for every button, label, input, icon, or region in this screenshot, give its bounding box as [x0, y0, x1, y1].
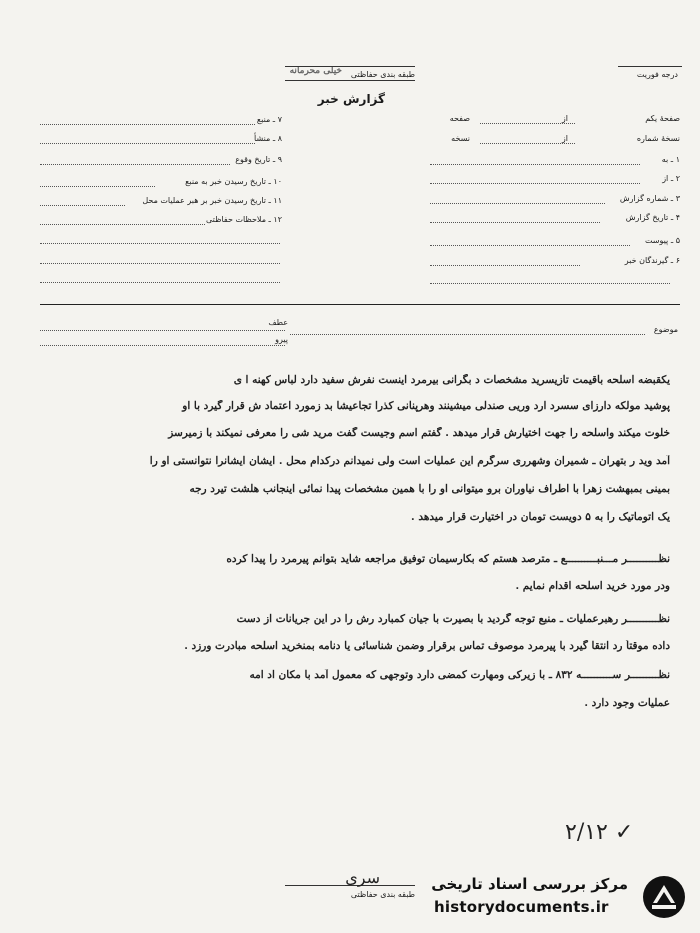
field-source-line — [40, 124, 255, 125]
field-recipients-line — [430, 265, 580, 266]
note-source: نظــــــــــر مـــنبــــــــــع ـ مترصد هستم که بکارسیمان توفیق مراجعه شاید بتوانم پیرمرد را پیدا کرده — [226, 553, 670, 565]
blank-line — [40, 263, 280, 264]
watermark — [428, 873, 688, 921]
body-line: خلوت میکند واسلحه را جهت اختیارش قرار میدهد . گفتم اسم وجیست گفت مرید شی را معرفی نمیکند با زمیرسز — [168, 427, 670, 439]
reference-atf: عطف — [268, 318, 288, 327]
blank-line — [40, 243, 280, 244]
body-line: یکقبضه اسلحه باقیمت تازیسرید مشخصات د بگرانی بیرمرد اینست نفرش سفید دارد لباس کهنه ا ی — [233, 374, 670, 386]
watermark-text-fa: مرکز بررسی اسناد تاریخی — [431, 875, 628, 893]
field-to: ۱ ـ به — [661, 155, 680, 164]
field-news-to-source-line — [40, 186, 155, 187]
field-news-to-leader-date: ۱۱ ـ تاریخ رسیدن خبر بر هبر عملیات محل — [142, 196, 282, 205]
subject-line — [290, 334, 645, 335]
watermark-text-en: historydocuments.ir — [434, 898, 609, 916]
field-page: صفحهٔ یکم — [645, 114, 680, 123]
field-copy: نسخهٔ شماره — [636, 134, 680, 143]
blank-line — [40, 282, 280, 283]
field-event-date: ۹ ـ تاریخ وقوع — [235, 155, 282, 164]
field-page-unit: صفحه — [449, 114, 470, 123]
field-from: ۲ ـ از — [662, 174, 680, 183]
field-report-date-line — [430, 222, 600, 223]
field-copy-line — [480, 143, 575, 144]
field-security-notes-line — [40, 224, 205, 225]
note-833: نظـــــــــر ســــــــــه ۸۳۲ ـ با زیرکی ومهارت کمضی دارد وتوجهی که معمول آمد با مکان اد امه — [249, 669, 670, 681]
note-leader-cont: داده موقتاً رد انتقا گیرد با پیرمرد موصوف تماس برقرار وضمن شناسائی یا دنامه بمنخرید اسلحه مبادرت ورزد . — [184, 640, 670, 652]
report-title: گزارش خبر — [317, 92, 385, 106]
classification-underline — [285, 66, 415, 67]
classification-value: خیلی محرمانه — [289, 66, 342, 76]
subject-label: موضوع — [653, 325, 678, 334]
field-attachment-line — [430, 245, 630, 246]
footer-classification-label: طبقه بندی حفاظتی — [350, 890, 415, 899]
field-copy-unit: نسخه — [451, 134, 470, 143]
classification-label: طبقه بندی حفاظتی — [350, 70, 415, 79]
footer-classification-value: سری — [345, 868, 380, 887]
field-report-number-line — [430, 203, 605, 204]
field-to-line — [430, 164, 640, 165]
field-report-number: ۳ ـ شماره گزارش — [619, 194, 680, 203]
body-line: یک اتوماتیک را به ۵ دویست تومان در اختیارت قرار میدهد . — [411, 511, 670, 523]
reference-peyro-line — [40, 345, 285, 346]
field-report-date: ۴ ـ تاریخ گزارش — [625, 213, 680, 222]
field-copy-of: از — [561, 134, 568, 143]
field-origin-line — [40, 143, 255, 144]
priority-underline — [618, 66, 682, 67]
note-833-cont: عملیات وجود دارد . — [584, 697, 670, 709]
note-source-cont: ودر مورد خرید اسلحه اقدام نمایم . — [515, 580, 670, 592]
body-line: بمینی بمبهشت زهرا با اطراف نیاوران برو میتوانی او را با همین مشخصات پیدا نمائی اینجانب هلشت تیرد رجه — [189, 483, 670, 495]
field-origin: ۸ ـ منشأ — [254, 134, 282, 143]
watermark-logo-icon — [640, 873, 688, 921]
field-event-date-line — [40, 164, 230, 165]
signature-mark: ۲/۱۲ ✓ — [565, 820, 634, 845]
body-line: آمد وید ر بتهران ـ شمیران وشهرری سرگرم این عملیات است ولی نمیدانم درکدام محل . ایشان ایشانرا نتوانستی او را — [149, 455, 670, 467]
priority-label: درجه فوریت — [636, 70, 678, 79]
field-security-notes: ۱۲ ـ ملاحظات حفاظتی — [206, 215, 282, 224]
field-news-to-source-date: ۱۰ ـ تاریخ رسیدن خبر به منبع — [185, 177, 282, 186]
field-page-line — [480, 123, 575, 124]
field-source: ۷ ـ منبع — [256, 115, 282, 124]
blank-line — [430, 283, 670, 284]
section-divider — [40, 304, 680, 305]
field-from-line — [430, 183, 640, 184]
field-attachment: ۵ ـ پیوست — [644, 236, 680, 245]
field-page-of: از — [561, 114, 568, 123]
reference-peyro: پیرو — [275, 335, 288, 344]
classification-underline — [285, 80, 415, 81]
body-line: پوشید مولکه دارزای سسرد ارد وریی صندلی میشینند وهرپنانی کذرا تجاعیشا بد زمورد اعتماد ش قرار گیرد با او — [182, 400, 670, 412]
field-news-to-leader-line — [40, 205, 125, 206]
reference-atf-line — [40, 330, 285, 331]
field-recipients: ۶ ـ گیرندگان خبر — [624, 256, 680, 265]
note-leader: نظــــــــــر رهبرعملیات ـ منبع توجه گردید با بصیرت با جیان کمبارد رش را در این جریانات از دست — [236, 613, 670, 625]
